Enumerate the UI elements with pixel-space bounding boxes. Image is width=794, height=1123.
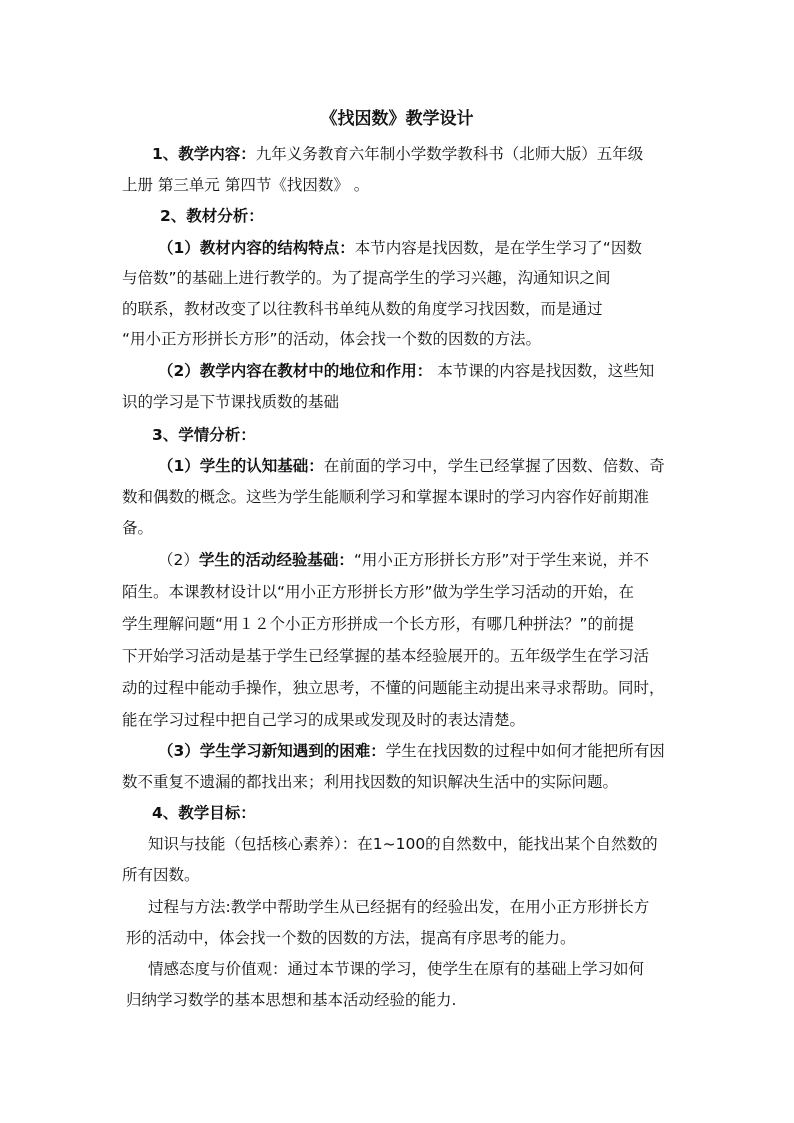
section-3-p3-text: 数不重复不遗漏的都找出来；利用找因数的知识解决生活中的实际问题。 (122, 773, 619, 791)
section-1-label: 1、教学内容： (152, 145, 256, 163)
goal-attitude-text: 情感态度与价值观：通过本节课的学习，使学生在原有的基础上学习如何 (148, 960, 645, 978)
section-3-p2-label: 学生的活动经验基础： (198, 551, 354, 569)
section-2-p2-text: 识的学习是下节课找质数的基础 (122, 393, 340, 411)
section-3-p3-label: （3）学生学习新知遇到的困难： (158, 742, 386, 760)
content-line (158, 550, 649, 570)
section-3-p1-text: 在前面的学习中，学生已经掌握了因数、倍数、奇 (323, 457, 665, 475)
section-3-p1-label: （1）学生的认知基础： (158, 457, 324, 475)
section-2-p1-label: （1）教材内容的结构特点： (158, 239, 355, 257)
section-3-p2-text: “用小正方形拼长方形”对于学生来说，并不 (353, 551, 649, 569)
section-3-heading: 3、学情分析： (152, 426, 256, 444)
goal-attitude-text: 归纳学习数学的基本思想和基本活动经验的能力. (126, 991, 457, 1009)
section-2-heading: 2、教材分析： (160, 207, 264, 225)
content-line (158, 741, 665, 761)
section-2-p2-label: （2）教学内容在教材中的地位和作用： (158, 362, 433, 380)
section-2-p2-text: 本节课的内容是找因数，这些知 (432, 362, 655, 380)
section-3-p1-text: 数和偶数的概念。这些为学生能顺利学习和掌握本课时的学习内容作好前期准 (122, 488, 650, 506)
section-3-p2-text: 下开始学习活动是基于学生已经掌握的基本经验展开的。五年级学生在学习活 (122, 647, 650, 665)
goal-knowledge-text: 知识与技能（包括核心素养）：在1~100的自然数中，能找出某个自然数的 (148, 835, 658, 853)
content-line (158, 456, 665, 476)
section-1-text-cont: 上册 第三单元 第四节《找因数》 。 (122, 176, 370, 194)
section-2-p1-text: “用小正方形拼长方形”的活动，体会找一个数的因数的方法。 (122, 330, 542, 348)
section-1-text: 九年义务教育六年制小学数学教科书（北师大版）五年级 (255, 145, 644, 163)
section-4-heading: 4、教学目标： (152, 804, 256, 822)
section-3-p2-prefix: （2） (158, 551, 199, 569)
content-line (158, 238, 642, 258)
content-line (152, 144, 643, 164)
section-3-p3-text: 学生在找因数的过程中如何才能把所有因 (385, 742, 665, 760)
section-3-p2-text: 学生理解问题“用１２个小正方形拼成一个长方形，有哪几种拼法？”的前提 (122, 615, 635, 633)
section-3-p1-text: 备。 (122, 519, 154, 537)
section-3-p2-text: 陌生。本课教材设计以“用小正方形拼长方形”做为学生学习活动的开始，在 (122, 583, 635, 601)
section-2-p1-text: 与倍数”的基础上进行教学的。为了提高学生的学习兴趣，沟通知识之间 (122, 269, 611, 287)
goal-process-text: 形的活动中，体会找一个数的因数的方法，提高有序思考的能力。 (126, 929, 576, 947)
section-2-p1-text: 的联系，教材改变了以往教科书单纯从数的角度学习找因数，而是通过 (122, 300, 603, 318)
section-3-p2-text: 动的过程中能动手操作，独立思考，不懂的问题能主动提出来寻求帮助。同时， (122, 679, 665, 697)
document-title: 《找因数》教学设计 (320, 109, 474, 129)
goal-process-text: 过程与方法:教学中帮助学生从已经据有的经验出发，在用小正方形拼长方 (148, 898, 650, 916)
content-line (158, 361, 654, 381)
section-3-p2-text: 能在学习过程中把自己学习的成果或发现及时的表达清楚。 (122, 711, 526, 729)
goal-knowledge-text: 所有因数。 (122, 866, 200, 884)
section-2-p1-text: 本节内容是找因数，是在学生学习了“因数 (354, 239, 642, 257)
